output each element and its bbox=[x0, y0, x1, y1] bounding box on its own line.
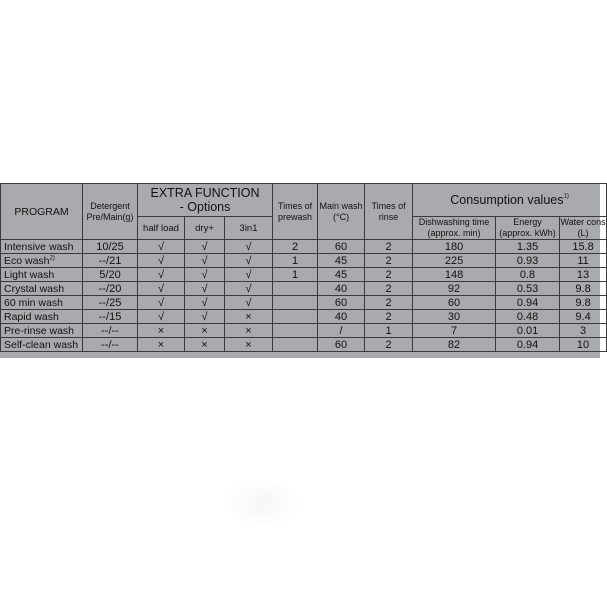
program-header bbox=[1, 184, 83, 240]
water-cell: 3 bbox=[560, 324, 607, 338]
three-in-one-cell: √ bbox=[225, 282, 273, 296]
dry-plus-cell: √ bbox=[185, 254, 225, 268]
energy-cell: 0.53 bbox=[496, 282, 560, 296]
energy-cell: 0.94 bbox=[496, 296, 560, 310]
three-in-one-label: 3in1 bbox=[239, 222, 258, 234]
program-footnote: 2) bbox=[49, 255, 55, 261]
three-in-one-cell: × bbox=[225, 338, 273, 352]
table-row bbox=[1, 254, 607, 268]
main-wash-cell: 60 bbox=[318, 338, 365, 352]
half-load-cell: × bbox=[138, 324, 185, 338]
energy-header bbox=[496, 217, 560, 240]
detergent-cell: 10/25 bbox=[83, 240, 138, 254]
detergent-cell: --/20 bbox=[83, 282, 138, 296]
half-load-cell: √ bbox=[138, 268, 185, 282]
consumption-footnote: 1) bbox=[563, 193, 569, 200]
main-wash-label-2: (°C) bbox=[332, 211, 350, 222]
half-load-label: half load bbox=[143, 222, 179, 234]
detergent-cell: --/25 bbox=[83, 296, 138, 310]
water-label-2: (L) bbox=[577, 228, 589, 238]
detergent-header bbox=[83, 184, 138, 240]
program-name bbox=[1, 310, 83, 324]
three-in-one-cell: √ bbox=[225, 268, 273, 282]
dish-time-cell: 148 bbox=[413, 268, 496, 282]
extra-function-header bbox=[138, 184, 273, 217]
dish-time-cell: 225 bbox=[413, 254, 496, 268]
water-header bbox=[560, 217, 607, 240]
program-name-text: Pre-rinse wash bbox=[4, 324, 75, 337]
times-prewash-cell: 2 bbox=[273, 240, 318, 254]
times-prewash-header bbox=[273, 184, 318, 240]
times-rinse-cell: 2 bbox=[365, 282, 413, 296]
main-wash-cell: / bbox=[318, 324, 365, 338]
times-rinse-label-1: Times of bbox=[371, 200, 406, 211]
program-header-label: PROGRAM bbox=[14, 205, 69, 218]
program-table-sheet bbox=[0, 183, 606, 358]
program-name bbox=[1, 268, 83, 282]
three-in-one-header bbox=[225, 217, 273, 240]
half-load-cell: × bbox=[138, 338, 185, 352]
water-label-1: Water cons bbox=[560, 217, 606, 227]
main-wash-label-1: Main wash bbox=[319, 200, 363, 211]
consumption-title: Consumption values bbox=[450, 193, 564, 207]
table-row bbox=[1, 268, 607, 282]
water-cell: 9.4 bbox=[560, 310, 607, 324]
dish-time-cell: 30 bbox=[413, 310, 496, 324]
dry-plus-cell: √ bbox=[185, 296, 225, 310]
times-prewash-label-2: prewash bbox=[278, 211, 313, 222]
dry-plus-label: dry+ bbox=[195, 222, 214, 234]
table-row bbox=[1, 296, 607, 310]
energy-label-1: Energy bbox=[513, 217, 542, 227]
dish-time-cell: 60 bbox=[413, 296, 496, 310]
water-cell: 10 bbox=[560, 338, 607, 352]
times-prewash-cell bbox=[273, 310, 318, 324]
table-row bbox=[1, 310, 607, 324]
times-rinse-cell: 2 bbox=[365, 310, 413, 324]
energy-cell: 1.35 bbox=[496, 240, 560, 254]
table-row bbox=[1, 240, 607, 254]
half-load-cell: √ bbox=[138, 240, 185, 254]
three-in-one-cell: × bbox=[225, 310, 273, 324]
main-wash-cell: 60 bbox=[318, 296, 365, 310]
extra-function-subtitle: - Options bbox=[179, 200, 231, 214]
water-cell: 11 bbox=[560, 254, 607, 268]
water-cell: 13 bbox=[560, 268, 607, 282]
table-row bbox=[1, 282, 607, 296]
water-cell: 9.8 bbox=[560, 296, 607, 310]
times-rinse-cell: 2 bbox=[365, 240, 413, 254]
times-rinse-cell: 2 bbox=[365, 296, 413, 310]
times-prewash-cell: 1 bbox=[273, 268, 318, 282]
program-name bbox=[1, 254, 83, 268]
program-name bbox=[1, 324, 83, 338]
half-load-cell: √ bbox=[138, 282, 185, 296]
times-prewash-cell bbox=[273, 324, 318, 338]
times-prewash-label-1: Times of bbox=[277, 200, 313, 211]
times-rinse-cell: 2 bbox=[365, 254, 413, 268]
detergent-cell: --/15 bbox=[83, 310, 138, 324]
main-wash-cell: 45 bbox=[318, 254, 365, 268]
water-cell: 15.8 bbox=[560, 240, 607, 254]
dry-plus-cell: × bbox=[185, 324, 225, 338]
dish-time-cell: 82 bbox=[413, 338, 496, 352]
consumption-header bbox=[413, 184, 607, 217]
main-wash-cell: 60 bbox=[318, 240, 365, 254]
dish-time-cell: 180 bbox=[413, 240, 496, 254]
detergent-cell: --/-- bbox=[83, 324, 138, 338]
program-name-text: Self-clean wash bbox=[4, 338, 79, 351]
water-cell: 9.8 bbox=[560, 282, 607, 296]
program-name-text: 60 min wash bbox=[4, 296, 63, 309]
energy-cell: 0.48 bbox=[496, 310, 560, 324]
program-name bbox=[1, 282, 83, 296]
times-prewash-cell bbox=[273, 282, 318, 296]
times-prewash-cell bbox=[273, 296, 318, 310]
dry-plus-cell: √ bbox=[185, 268, 225, 282]
dish-time-label-2: (approx. min) bbox=[427, 228, 481, 238]
program-name bbox=[1, 240, 83, 254]
three-in-one-cell: √ bbox=[225, 296, 273, 310]
energy-cell: 0.01 bbox=[496, 324, 560, 338]
main-wash-cell: 40 bbox=[318, 282, 365, 296]
energy-cell: 0.8 bbox=[496, 268, 560, 282]
energy-cell: 0.93 bbox=[496, 254, 560, 268]
program-name-text: Intensive wash bbox=[4, 240, 74, 253]
times-prewash-cell bbox=[273, 338, 318, 352]
dry-plus-cell: √ bbox=[185, 310, 225, 324]
times-rinse-cell: 2 bbox=[365, 338, 413, 352]
times-rinse-header bbox=[365, 184, 413, 240]
program-name bbox=[1, 296, 83, 310]
half-load-header bbox=[138, 217, 185, 240]
dish-time-header bbox=[413, 217, 496, 240]
energy-label-2: (approx. kWh) bbox=[499, 228, 556, 238]
detergent-cell: 5/20 bbox=[83, 268, 138, 282]
half-load-cell: √ bbox=[138, 296, 185, 310]
times-prewash-cell: 1 bbox=[273, 254, 318, 268]
program-name bbox=[1, 338, 83, 352]
program-name-text: Light wash bbox=[4, 268, 55, 281]
main-wash-cell: 40 bbox=[318, 310, 365, 324]
half-load-cell: √ bbox=[138, 254, 185, 268]
times-rinse-cell: 1 bbox=[365, 324, 413, 338]
energy-cell: 0.94 bbox=[496, 338, 560, 352]
half-load-cell: √ bbox=[138, 310, 185, 324]
table-row bbox=[1, 324, 607, 338]
program-name-text: Crystal wash bbox=[4, 282, 65, 295]
detergent-header-label: Detergent bbox=[90, 200, 130, 211]
light-glare bbox=[222, 478, 302, 528]
program-name-text: Eco wash bbox=[4, 254, 50, 267]
extra-function-title: EXTRA FUNCTION bbox=[150, 186, 260, 200]
dry-plus-header bbox=[185, 217, 225, 240]
detergent-unit-label: Pre/Main(g) bbox=[86, 211, 134, 222]
table-row bbox=[1, 338, 607, 352]
dry-plus-cell: × bbox=[185, 338, 225, 352]
dish-time-cell: 7 bbox=[413, 324, 496, 338]
dish-time-cell: 92 bbox=[413, 282, 496, 296]
program-name-text: Rapid wash bbox=[4, 310, 59, 323]
program-table bbox=[0, 183, 607, 352]
dish-time-label-1: Dishwashing time bbox=[418, 217, 490, 227]
detergent-cell: --/-- bbox=[83, 338, 138, 352]
dry-plus-cell: √ bbox=[185, 282, 225, 296]
times-rinse-label-2: rinse bbox=[378, 211, 399, 222]
times-rinse-cell: 2 bbox=[365, 268, 413, 282]
three-in-one-cell: √ bbox=[225, 254, 273, 268]
main-wash-header bbox=[318, 184, 365, 240]
three-in-one-cell: √ bbox=[225, 240, 273, 254]
three-in-one-cell: × bbox=[225, 324, 273, 338]
dry-plus-cell: √ bbox=[185, 240, 225, 254]
main-wash-cell: 45 bbox=[318, 268, 365, 282]
detergent-cell: --/21 bbox=[83, 254, 138, 268]
